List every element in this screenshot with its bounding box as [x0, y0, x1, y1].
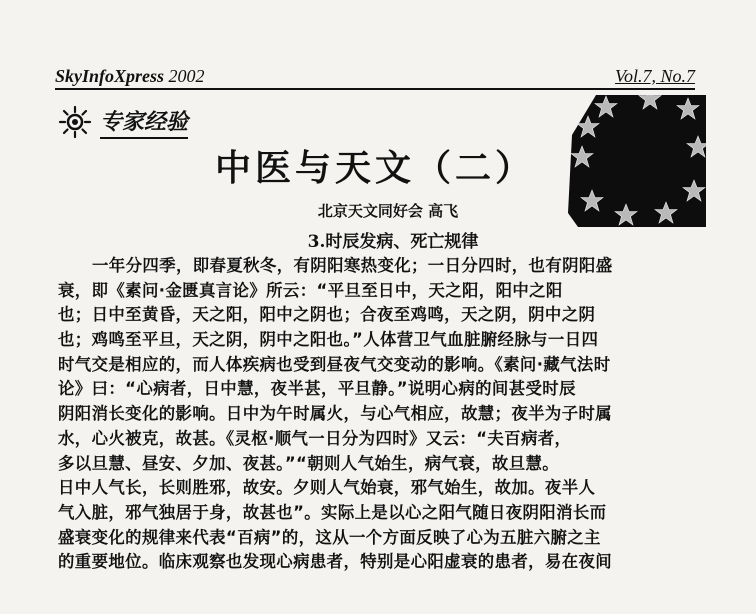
body-line: 衰，即《素问·金匮真言论》所云：“平旦至日中，天之阳，阳中之阳	[58, 280, 563, 300]
sun-icon	[58, 105, 92, 139]
section-heading	[58, 104, 188, 140]
section-label: 专家经验	[100, 105, 188, 139]
body-line: 也；鸡鸣至平旦，天之阴，阴中之阳也。”人体营卫气血脏腑经脉与一日四	[58, 330, 599, 350]
body-line: 多以旦慧、昼安、夕加、夜甚。”“朝则人气始生，病气衰，故旦慧。	[58, 453, 560, 473]
page-header	[55, 66, 695, 90]
article-title: 中医与天文（二）	[215, 148, 536, 189]
body-line: 日中人气长，长则胜邪，故安。夕则人气始衰，邪气始生，故加。夜半人	[58, 478, 596, 498]
volume-number: Vol.7, No.7	[614, 66, 695, 86]
body-line: 的重要地位。临床观察也发现心病患者，特别是心阳虚衰的患者，易在夜间	[58, 552, 613, 572]
magazine-name: SkyInfoXpress 2002	[55, 66, 205, 86]
body-line: 盛衰变化的规律来代表“百病”的，这从一个方面反映了心为五脏六腑之主	[58, 527, 601, 547]
body-line: 也；日中至黄昏，天之阳，阳中之阴也；合夜至鸡鸣，天之阴，阴中之阴	[58, 305, 596, 325]
body-line: 论》曰：“心病者，日中慧，夜半甚，平旦静。”说明心病的间甚受时辰	[58, 379, 576, 399]
body-line: 气入脏，邪气独居于身，故甚也”。实际上是以心之阳气随日夜阴阳消长而	[58, 502, 607, 522]
article-body	[58, 254, 698, 575]
body-line: 水，心火被克，故甚。《灵枢·顺气一日分为四时》又云：“夫百病者，	[58, 428, 572, 448]
article-author: 北京天文同好会 高飞	[317, 202, 459, 220]
body-line: 一年分四季，即春夏秋冬，有阴阳寒热变化；一日分四时，也有阴阳盛	[92, 256, 613, 275]
article-subheading: 3.时辰发病、死亡规律	[307, 232, 479, 252]
body-line: 时气交是相应的，而人体疾病也受到昼夜气交变动的影响。《素问·藏气法时	[58, 354, 611, 374]
body-line: 阴阳消长变化的影响。日中为午时属火，与心气相应，故慧；夜半为子时属	[58, 404, 613, 424]
